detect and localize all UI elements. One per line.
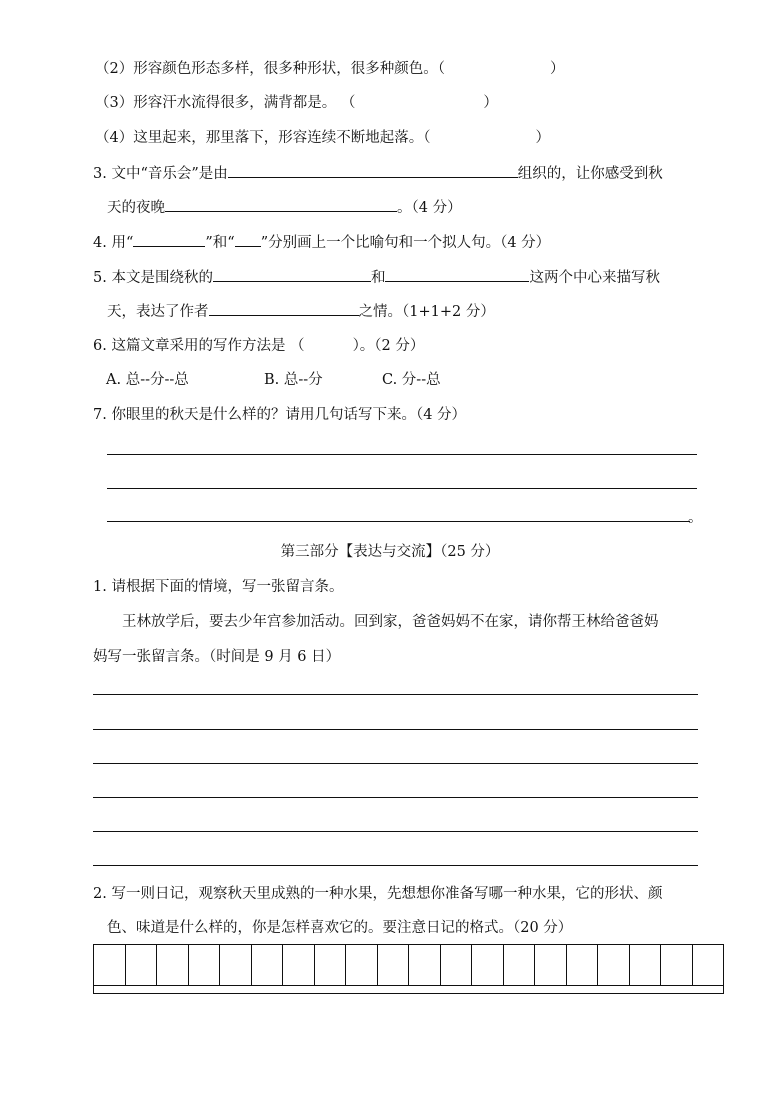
- q2-item-2-close: ）: [549, 61, 565, 77]
- q3-text-4: 。（4 分）: [397, 200, 462, 216]
- grid-cell[interactable]: [441, 945, 473, 985]
- q5-blank-2[interactable]: [385, 267, 529, 282]
- q7-answer-line-1[interactable]: [107, 454, 697, 455]
- q2-item-2-text: （2）形容颜色形态多样，很多种形状，很多种颜色。（: [95, 61, 445, 77]
- grid-cell[interactable]: [630, 945, 662, 985]
- q2-item-2: [95, 59, 564, 79]
- p3-q1-stem: 1. 请根据下面的情境，写一张留言条。: [93, 579, 344, 595]
- grid-cell[interactable]: [567, 945, 599, 985]
- p3-q1-context-1: 王林放学后，要去少年宫参加活动。回到家，爸爸妈妈不在家，请你帮王林给爸爸妈: [122, 614, 659, 630]
- note-line-2[interactable]: [93, 729, 698, 730]
- grid-cell[interactable]: [409, 945, 441, 985]
- q4-blank-2[interactable]: [235, 232, 261, 247]
- q7-stem: 7. 你眼里的秋天是什么样的？请用几句话写下来。（4 分）: [93, 407, 467, 423]
- q5-blank-3[interactable]: [209, 301, 359, 316]
- q3-text-1: 3. 文中“音乐会”是由: [93, 166, 228, 182]
- q2-item-3-close: ）: [483, 95, 498, 111]
- note-line-3[interactable]: [93, 763, 698, 764]
- q4-text-2: ”和“: [205, 235, 235, 251]
- q6-option-b[interactable]: B. 总--分: [264, 372, 323, 388]
- q4-text-3: ”分别画上一个比喻句和一个拟人句。（4 分）: [260, 235, 551, 251]
- q3-line-1: [93, 163, 663, 184]
- note-line-5[interactable]: [93, 831, 698, 832]
- q3-line-2: [107, 197, 462, 218]
- q5-text-5: 之情。（1+1+2 分）: [358, 304, 495, 320]
- grid-cell[interactable]: [157, 945, 189, 985]
- q7-answer-line-3[interactable]: [107, 521, 690, 522]
- q3-text-3: 天的夜晚: [107, 200, 165, 216]
- q6-stem: [93, 336, 424, 356]
- q6-option-c[interactable]: C. 分--总: [382, 372, 441, 388]
- q3-blank-2[interactable]: [165, 197, 397, 212]
- grid-cell[interactable]: [346, 945, 378, 985]
- grid-cell[interactable]: [189, 945, 221, 985]
- q2-item-4: [95, 128, 550, 148]
- q5-text-2: 和: [370, 270, 386, 286]
- grid-cell[interactable]: [504, 945, 536, 985]
- q2-item-3-text: （3）形容汗水流得很多，满背都是。 （: [95, 95, 356, 111]
- q5-line-2: [107, 301, 495, 322]
- grid-cell[interactable]: [661, 945, 693, 985]
- note-line-1[interactable]: [93, 694, 698, 695]
- grid-cell[interactable]: [220, 945, 252, 985]
- q6-stem-end: ）。（2 分）: [352, 338, 425, 354]
- q2-item-4-text: （4）这里起来，那里落下，形容连续不断地起落。（: [95, 130, 431, 146]
- q7-end-mark: 。: [688, 510, 703, 526]
- grid-cell[interactable]: [283, 945, 315, 985]
- grid-cell[interactable]: [535, 945, 567, 985]
- writing-grid-row: [94, 945, 723, 986]
- grid-cell[interactable]: [472, 945, 504, 985]
- q5-text-1: 5. 本文是围绕秋的: [93, 270, 213, 286]
- grid-cell[interactable]: [126, 945, 158, 985]
- grid-cell[interactable]: [315, 945, 347, 985]
- q5-line-1: [93, 267, 660, 288]
- grid-cell[interactable]: [94, 945, 126, 985]
- p3-q1-context-2: 妈写一张留言条。（时间是 9 月 6 日）: [93, 649, 341, 665]
- q3-text-2: 组织的，让你感受到秋: [517, 166, 663, 182]
- p3-q2-line-1: 2. 写一则日记，观察秋天里成熟的一种水果，先想想你准备写哪一种水果，它的形状、颜: [93, 886, 663, 902]
- note-line-4[interactable]: [93, 797, 698, 798]
- q4-blank-1[interactable]: [133, 232, 205, 247]
- q3-blank-1[interactable]: [228, 163, 518, 178]
- q5-text-4: 天，表达了作者: [107, 304, 209, 320]
- note-line-6[interactable]: [93, 865, 698, 866]
- grid-cell[interactable]: [252, 945, 284, 985]
- q4-line: [93, 232, 550, 253]
- q2-item-3: [95, 93, 498, 113]
- grid-cell[interactable]: [378, 945, 410, 985]
- q6-option-a[interactable]: A. 总--分--总: [106, 372, 189, 388]
- q5-text-3: 这两个中心来描写秋: [529, 270, 660, 286]
- q2-item-4-close: ）: [535, 130, 550, 146]
- grid-cell[interactable]: [598, 945, 630, 985]
- part3-title: 第三部分【表达与交流】（25 分）: [280, 544, 500, 560]
- q7-answer-line-2[interactable]: [107, 488, 697, 489]
- grid-cell[interactable]: [693, 945, 724, 985]
- writing-grid[interactable]: [93, 944, 724, 994]
- q5-blank-1[interactable]: [213, 267, 371, 282]
- q6-stem-text: 6. 这篇文章采用的写作方法是 （: [93, 338, 305, 354]
- p3-q2-line-2: 色、味道是什么样的，你是怎样喜欢它的。要注意日记的格式。（20 分）: [107, 920, 573, 936]
- q4-text-1: 4. 用“: [93, 235, 134, 251]
